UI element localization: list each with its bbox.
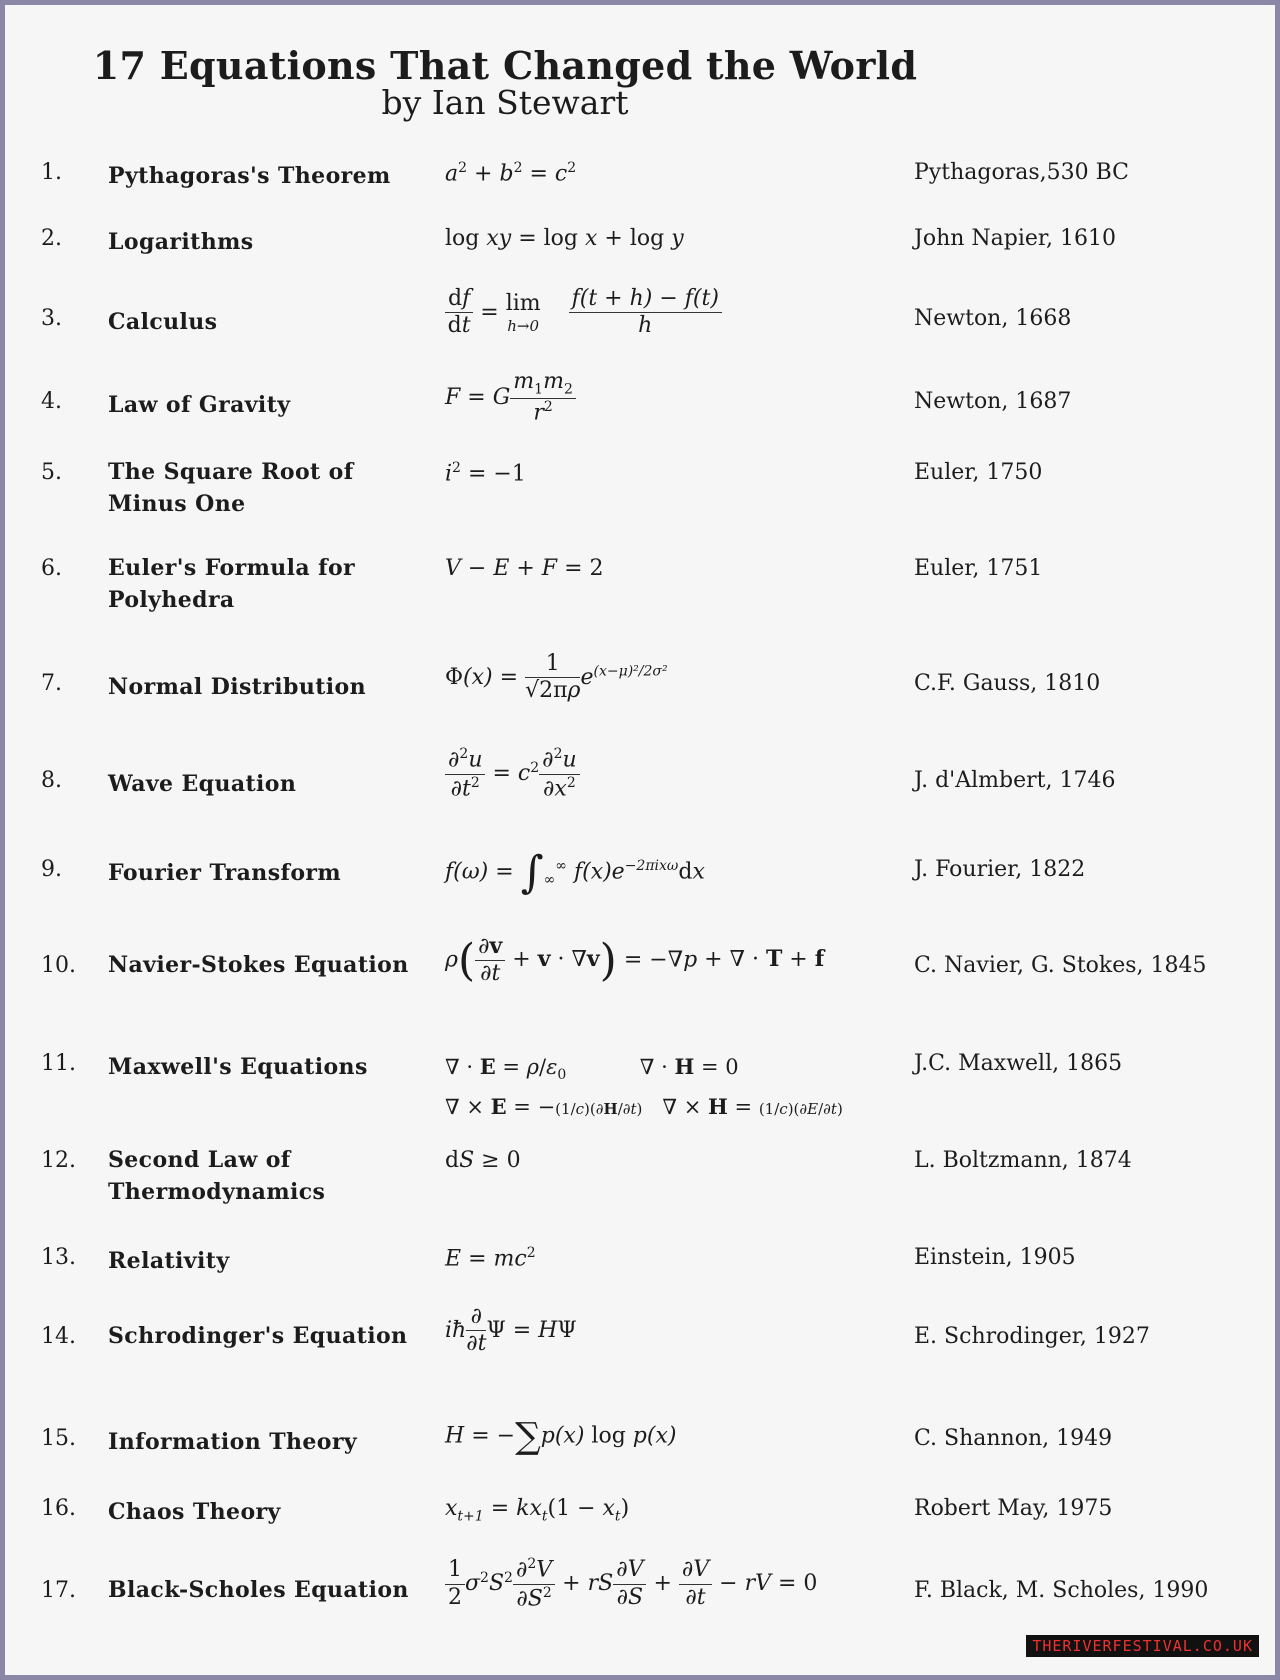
equation-formula: $\frac{1}{2}$ $\sigma^2S^2$ $\frac{\partial^2V}{\partial S^2}$ + rS $\frac{\partial V}{\partial S}$ + $\frac{\partial V}{\partial t}$ − rV = 0 [445,1556,885,1612]
equation-attribution: C. Shannon, 1949 [914,1426,1113,1451]
equation-formula: $a^2 + b^2 = c^2$ [445,160,577,187]
equation-formula: H = −∑p(x) log p(x) [445,1416,677,1457]
row-number: 7. [41,671,62,696]
row-number: 8. [41,768,62,793]
equation-name: Wave Equation [108,771,297,797]
row-number: 17. [41,1578,76,1603]
equation-name: Black-Scholes Equation [108,1577,409,1603]
row-number: 3. [41,306,62,331]
equation-attribution: E. Schrodinger, 1927 [914,1324,1150,1349]
equation-formula: $x_{t+1} = kx_t(1 - x_t)$ [445,1496,630,1525]
equation-attribution: Newton, 1687 [914,389,1072,414]
equation-formula: ∇ · $E = \rho/\varepsilon_0$ ∇ · H = 0 ∇ × E = −(1/c)(∂H/∂t) ∇ × H = (1/c)(∂E/∂t) [445,1054,843,1120]
row-number: 2. [41,226,62,251]
row-number: 12. [41,1148,76,1173]
row-number: 9. [41,857,62,882]
equation-attribution: L. Boltzmann, 1874 [914,1148,1132,1173]
equation-attribution: Pythagoras,530 BC [914,160,1129,185]
equation-formula: $\frac{df}{dt}$ = lim h→0 $\frac{f(t + h) - f(t)}{h}$ [445,286,915,340]
equation-name: Logarithms [108,229,254,255]
equation-formula: $f(\omega) = \int_\infty^\infty$ $f(x)e^{-2\pi ix\omega}dx$ [445,847,705,898]
equation-formula: Φ(x) = $\frac{1}{√2\pi\rho}$ $e^{(x-\mu)^2/2\sigma^2}$ [445,651,668,704]
equation-formula: ρ( $\frac{\partial v}{\partial t}$ + v · ∇v) = −∇p + ∇ · T + f [445,933,825,987]
watermark-label: THERIVERFESTIVAL.CO.UK [1026,1635,1259,1657]
equation-name: Normal Distribution [108,674,367,700]
page-subtitle: by Ian Stewart [381,83,629,122]
equation-attribution: Euler, 1751 [914,556,1043,581]
equation-name: The Square Root of Minus One [108,459,354,517]
document-page [5,5,1275,1675]
row-number: 6. [41,556,62,581]
row-number: 14. [41,1324,76,1349]
equation-attribution: J.C. Maxwell, 1865 [914,1051,1123,1076]
equation-attribution: F. Black, M. Scholes, 1990 [914,1578,1209,1603]
equation-formula: log xy = log x + log y [445,226,684,251]
equation-attribution: C.F. Gauss, 1810 [914,671,1101,696]
equation-attribution: Robert May, 1975 [914,1496,1113,1521]
equation-formula: F = G $\frac{m_1m_2}{r^2}$ [445,369,915,427]
row-number: 10. [41,953,76,978]
equation-attribution: J. Fourier, 1822 [914,857,1086,882]
equation-name: Law of Gravity [108,392,291,418]
equation-name: Second Law of Thermodynamics [108,1147,326,1205]
equation-formula: $E = mc^2$ [445,1245,536,1272]
equation-name: Relativity [108,1248,230,1274]
equation-name: Maxwell's Equations [108,1054,368,1080]
row-number: 15. [41,1426,76,1451]
equation-attribution: John Napier, 1610 [914,226,1116,251]
equation-formula: dS ≥ 0 [445,1148,521,1173]
equation-name: Information Theory [108,1429,358,1455]
equation-name: Calculus [108,309,218,335]
equation-attribution: Einstein, 1905 [914,1245,1076,1270]
equation-name: Pythagoras's Theorem [108,163,391,189]
equation-formula: iħ $\frac{\partial}{\partial t}$ Ψ = HΨ [445,1304,577,1357]
equation-formula: V − E + F = 2 [445,556,604,581]
equation-formula: $i^2 = -1$ [445,460,526,487]
row-number: 5. [41,460,62,485]
row-number: 16. [41,1496,76,1521]
equation-attribution: J. d'Almbert, 1746 [914,768,1116,793]
equation-formula: $\frac{\partial^2u}{\partial t^2}$ = $c^2$ $\frac{\partial^2u}{\partial x^2}$ [445,746,915,802]
page-title: 17 Equations That Changed the World [92,43,918,88]
row-number: 4. [41,389,62,414]
row-number: 11. [41,1051,76,1076]
equation-attribution: Euler, 1750 [914,460,1043,485]
equation-name: Euler's Formula for Polyhedra [108,555,356,613]
equation-name: Fourier Transform [108,860,342,886]
row-number: 13. [41,1245,76,1270]
equation-attribution: Newton, 1668 [914,306,1072,331]
equation-name: Schrodinger's Equation [108,1323,408,1349]
row-number: 1. [41,160,62,185]
equation-name: Chaos Theory [108,1499,281,1525]
equation-attribution: C. Navier, G. Stokes, 1845 [914,953,1207,978]
equation-name: Navier-Stokes Equation [108,952,409,978]
